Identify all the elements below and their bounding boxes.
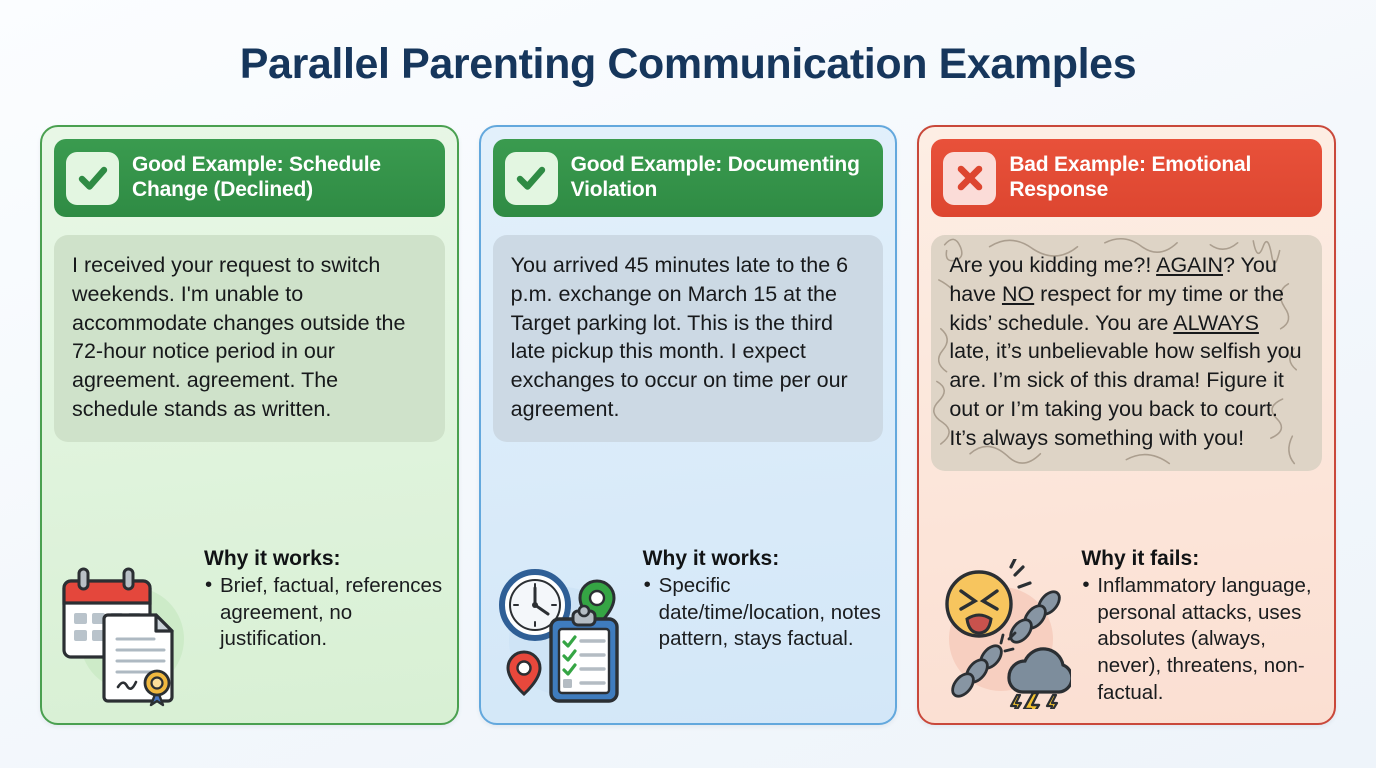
check-icon	[66, 152, 119, 205]
message-text: Are you kidding me?! AGAIN? You have NO respect for my time or the kids’ schedule. You are ALWAYS late, it’s unbelievable how selfish you are. I’m sick of this drama! Figure it out or I’m taking you back to court. It’s always something with you!	[949, 253, 1302, 450]
examples-card-row	[40, 125, 1336, 725]
card-header	[493, 139, 884, 217]
example-card-good-documenting-violation	[479, 125, 898, 725]
why-section	[493, 531, 884, 709]
why-heading: Why it fails:	[1081, 547, 1200, 570]
message-text: You arrived 45 minutes late to the 6 p.m. exchange on March 15 at the Target parking lot. This is the third late pickup this month. I expect exchanges to occur on time per our agreement.	[510, 253, 849, 421]
card-header-title: Good Example: Schedule Change (Declined)	[132, 153, 381, 201]
message-bubble	[54, 235, 445, 442]
why-point: • Brief, factual, references agreement, no justification.	[204, 573, 445, 653]
why-section	[54, 531, 445, 709]
message-bubble	[493, 235, 884, 442]
card-header	[54, 139, 445, 217]
why-section	[931, 531, 1322, 709]
why-text	[1081, 545, 1322, 706]
card-header	[931, 139, 1322, 217]
example-card-good-schedule-change	[40, 125, 459, 725]
message-text: I received your request to switch weekends. I'm unable to accommodate changes outside the 72-hour notice period in our agreement. agreement. The schedule stands as written.	[72, 253, 406, 421]
why-heading: Why it works:	[642, 547, 780, 570]
why-points-list	[643, 573, 884, 653]
clock-clipboard-pins-icon	[493, 559, 633, 709]
why-text	[204, 545, 445, 653]
page-title: Parallel Parenting Communication Examples	[239, 40, 1137, 88]
why-text	[643, 545, 884, 653]
example-card-bad-emotional-response	[917, 125, 1336, 725]
why-points-list	[204, 573, 445, 653]
cross-icon	[943, 152, 996, 205]
message-bubble	[931, 235, 1322, 471]
why-point: • Specific date/time/location, notes pattern, stays factual.	[643, 573, 884, 653]
why-heading: Why it works:	[204, 547, 341, 570]
angry-face-broken-chain-storm-icon	[931, 559, 1071, 709]
card-header-title: Good Example: Documenting Violation	[570, 153, 860, 201]
why-points-list	[1081, 573, 1322, 706]
check-icon	[505, 152, 558, 205]
card-header-title: Bad Example: Emotional Response	[1009, 153, 1252, 201]
why-point: • Inflammatory language, personal attacks, uses absolutes (always, never), threatens, non-factual.	[1081, 573, 1322, 706]
calendar-certificate-icon	[54, 559, 194, 709]
